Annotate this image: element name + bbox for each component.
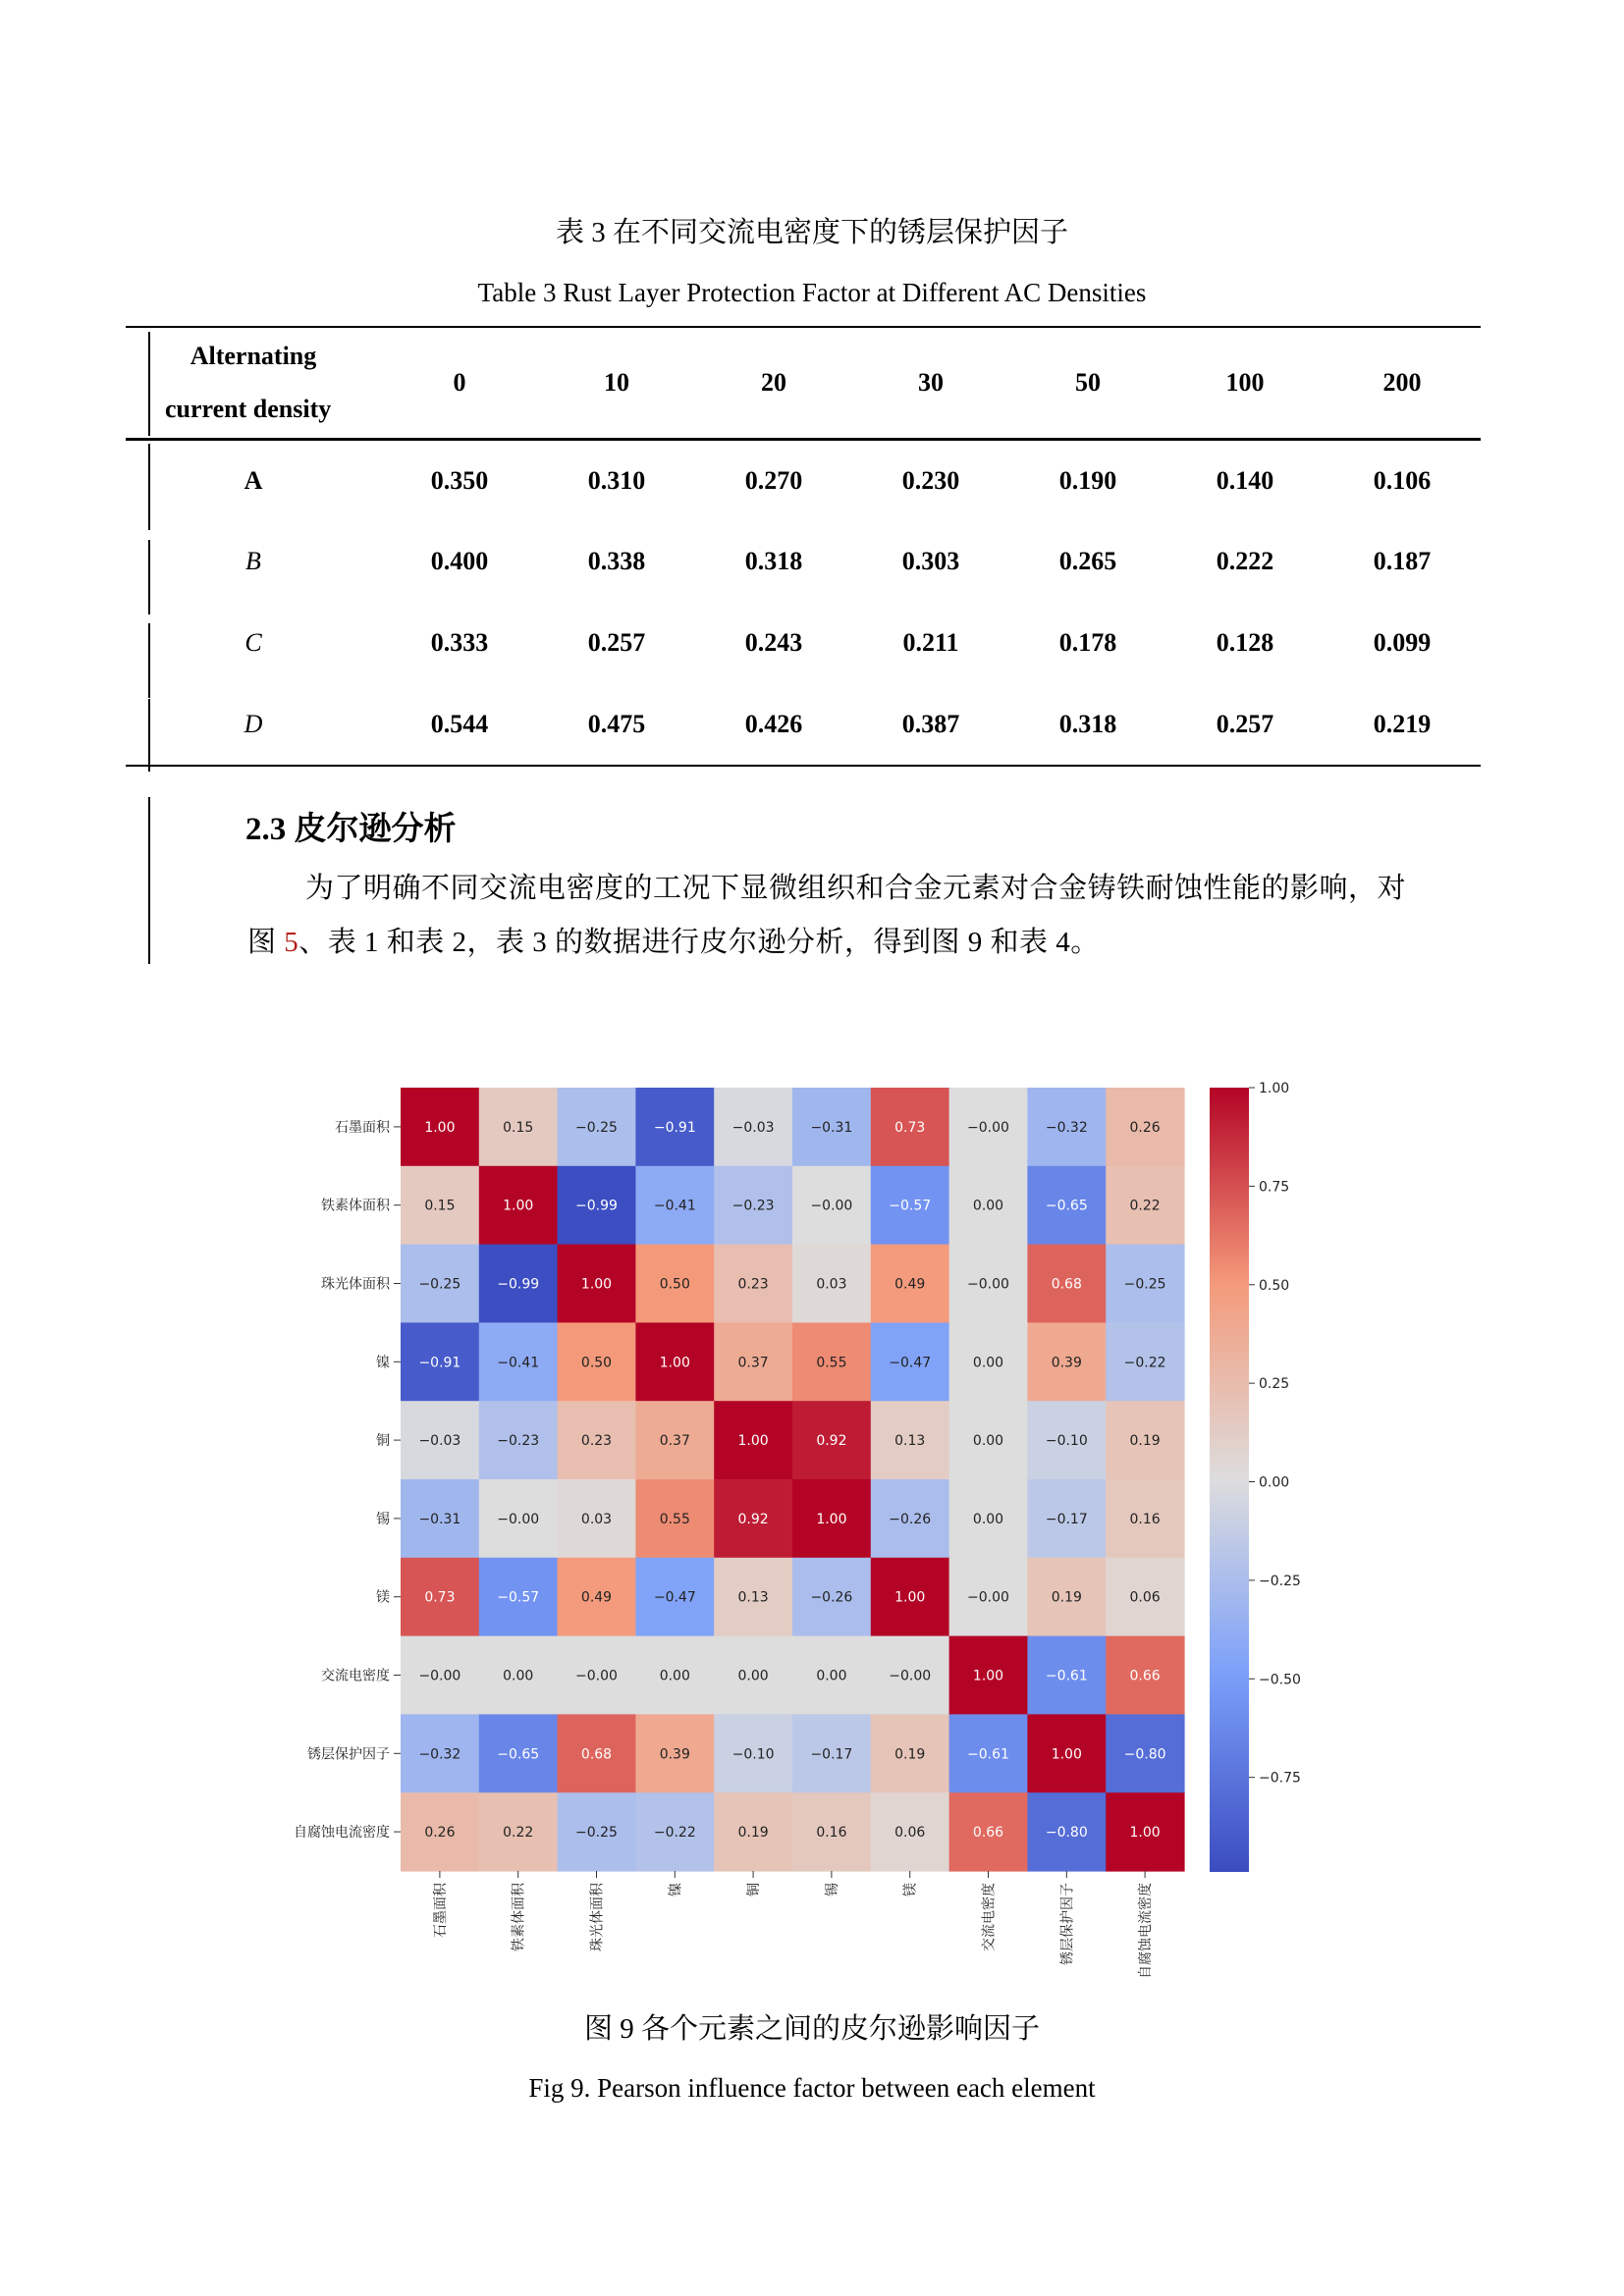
- y-tick-label: 镁: [376, 1589, 390, 1606]
- table-cell: 0.400: [430, 547, 489, 575]
- heatmap-cell-label: 0.92: [737, 1511, 769, 1527]
- x-tick-label: 铜: [746, 1883, 763, 1896]
- table-cell: 0.350: [430, 465, 489, 495]
- column-header: 10: [538, 327, 695, 440]
- heatmap-cell-label: 0.16: [1129, 1511, 1161, 1527]
- heatmap-cell-label: 0.66: [1129, 1668, 1161, 1684]
- x-tick-label: 石墨面积: [432, 1883, 449, 1938]
- column-header: 20: [695, 327, 852, 440]
- heatmap-cell-label: 0.06: [894, 1825, 926, 1842]
- table-cell: 0.310: [587, 465, 646, 495]
- heatmap-cell-label: 1.00: [424, 1119, 456, 1136]
- heatmap-cell-label: 0.55: [659, 1511, 690, 1527]
- table-cell: 0.099: [1373, 628, 1432, 657]
- heatmap-cell-label: −0.23: [497, 1433, 540, 1450]
- heatmap-cell-label: −0.00: [967, 1276, 1009, 1293]
- paragraph-text: 图: [247, 927, 285, 958]
- column-header: 30: [852, 327, 1009, 440]
- table-cell: 0.190: [1058, 465, 1117, 495]
- row-label: B: [245, 547, 261, 575]
- heatmap-cell-label: −0.03: [731, 1119, 775, 1136]
- heatmap-cell-label: 0.00: [816, 1668, 847, 1684]
- heatmap-cell-label: 0.15: [503, 1119, 534, 1136]
- y-tick-label: 镍: [376, 1355, 390, 1371]
- heatmap-cell-label: 0.00: [972, 1355, 1004, 1371]
- heatmap-cell-label: −0.00: [967, 1589, 1009, 1606]
- colorbar: [1210, 1081, 1301, 1872]
- heatmap-cell-label: 0.37: [737, 1355, 769, 1371]
- table-cell: 0.387: [852, 684, 1009, 766]
- heatmap-cell-label: −0.31: [418, 1511, 461, 1527]
- table-cell: 0.318: [1009, 684, 1166, 766]
- heatmap-cell-label: 0.50: [659, 1276, 690, 1293]
- heatmap-cell-label: −0.99: [497, 1276, 540, 1293]
- heatmap-cell-label: 0.00: [972, 1511, 1004, 1527]
- table-cell: 0.544: [381, 684, 538, 766]
- figure-caption-cn: 图 9 各个元素之间的皮尔逊影响因子: [583, 2013, 1040, 2045]
- heatmap-cell-label: −0.10: [1045, 1433, 1088, 1450]
- colorbar-gradient: [1210, 1088, 1249, 1872]
- heatmap-cell-label: 0.23: [580, 1433, 613, 1450]
- colorbar-tick-label: −0.50: [1259, 1672, 1301, 1688]
- heatmap-cell-label: 0.13: [737, 1589, 769, 1606]
- heatmap-cell-label: −0.32: [1045, 1119, 1088, 1136]
- heatmap-cell-label: 0.49: [894, 1276, 926, 1293]
- heatmap-cell-label: 0.03: [580, 1511, 613, 1527]
- heatmap-cell-label: −0.31: [810, 1119, 853, 1136]
- heatmap-cells: [401, 1088, 1185, 1872]
- heatmap-cell-label: −0.80: [1123, 1746, 1166, 1763]
- header-label-line2: current density: [165, 395, 332, 423]
- x-tick-label: 锡: [824, 1883, 840, 1896]
- figure-5-link[interactable]: 5: [284, 927, 299, 958]
- heatmap-cell-label: 0.23: [737, 1276, 769, 1293]
- heatmap-cell-label: 1.00: [580, 1276, 613, 1293]
- heatmap-cell-label: 1.00: [659, 1355, 690, 1371]
- table-cell: 0.338: [587, 547, 646, 575]
- table-cell: 0.303: [901, 547, 960, 575]
- y-tick-label: 锡: [376, 1511, 390, 1527]
- heatmap-cell-label: 0.73: [424, 1589, 456, 1606]
- heatmap-cell-label: −0.00: [497, 1511, 540, 1527]
- heatmap-cell-label: −0.25: [575, 1119, 618, 1136]
- heatmap-cell-label: −0.47: [653, 1589, 696, 1606]
- colorbar-tick-label: −0.75: [1259, 1770, 1301, 1787]
- table-cell: 0.219: [1324, 684, 1481, 766]
- heatmap-cell-label: 0.22: [503, 1825, 534, 1842]
- heatmap-cell-label: 0.19: [894, 1746, 926, 1763]
- heatmap-cell-label: −0.99: [575, 1198, 618, 1214]
- heatmap-cell-label: −0.03: [418, 1433, 461, 1450]
- heatmap-cell-label: 0.68: [1051, 1276, 1082, 1293]
- heatmap-cell-label: 0.68: [580, 1746, 613, 1763]
- heatmap-cell-label: 0.00: [503, 1668, 534, 1684]
- table-cell: 0.265: [1058, 547, 1117, 575]
- heatmap-cell-label: −0.91: [653, 1119, 696, 1136]
- colorbar-tick-label: 0.50: [1259, 1277, 1290, 1294]
- heatmap-cell-label: 0.00: [737, 1668, 769, 1684]
- heatmap-cell-label: 1.00: [1129, 1825, 1161, 1842]
- heatmap-cell-label: 0.50: [580, 1355, 613, 1371]
- table-cell: 0.475: [538, 684, 695, 766]
- heatmap-cell-label: 0.26: [424, 1825, 456, 1842]
- heatmap-cell-label: 0.16: [816, 1825, 847, 1842]
- heatmap-cell-label: −0.61: [1045, 1668, 1088, 1684]
- colorbar-tick-label: 0.75: [1259, 1179, 1290, 1196]
- heatmap-cell-label: −0.91: [418, 1355, 461, 1371]
- x-tick-label: 镍: [668, 1883, 684, 1896]
- heatmap-cell-label: −0.57: [889, 1198, 932, 1214]
- heatmap-cell-label: 0.00: [659, 1668, 690, 1684]
- table-cell: 0.426: [695, 684, 852, 766]
- heatmap-cell-label: 0.19: [737, 1825, 769, 1842]
- heatmap-cell-label: 0.19: [1051, 1589, 1082, 1606]
- paragraph-line-1: 为了明确不同交流电密度的工况下显微组织和合金元素对合金铸铁耐蚀性能的影响，对: [305, 873, 1407, 904]
- table-cell: 0.211: [902, 628, 959, 657]
- table-cell: 0.270: [744, 465, 803, 495]
- paragraph-text: 、表 1 和表 2，表 3 的数据进行皮尔逊分析，得到图 9 和表 4。: [298, 927, 1100, 958]
- heatmap-cell-label: −0.00: [967, 1119, 1009, 1136]
- heatmap-cell-label: 0.26: [1129, 1119, 1161, 1136]
- heatmap-cell-label: 1.00: [816, 1511, 847, 1527]
- x-tick-label: 镁: [902, 1883, 919, 1896]
- heatmap-cell-label: 0.39: [659, 1746, 690, 1763]
- table-caption-cn: 表 3 在不同交流电密度下的锈层保护因子: [555, 217, 1068, 248]
- table-caption-en: Table 3 Rust Layer Protection Factor at Different AC Densities: [477, 278, 1147, 307]
- heatmap-cell-label: 0.06: [1129, 1589, 1161, 1606]
- heatmap-cell-label: 0.39: [1051, 1355, 1082, 1371]
- colorbar-tick-label: 0.00: [1259, 1474, 1290, 1491]
- heatmap-cell-label: 0.37: [659, 1433, 690, 1450]
- heatmap-cell-label: −0.25: [1123, 1276, 1166, 1293]
- heatmap-cell-label: 0.22: [1129, 1198, 1161, 1214]
- heatmap-cell-label: −0.22: [653, 1825, 696, 1842]
- column-header: 100: [1166, 327, 1324, 440]
- heatmap-cell-label: −0.00: [418, 1668, 461, 1684]
- heatmap-cell-label: 0.00: [972, 1433, 1004, 1450]
- table-cell: 0.128: [1216, 628, 1274, 657]
- column-header: 0: [381, 327, 538, 440]
- table-cell: 0.230: [901, 465, 960, 495]
- heatmap-cell-label: −0.00: [810, 1198, 853, 1214]
- y-tick-label: 锈层保护因子: [307, 1746, 390, 1763]
- heatmap-cell-label: 0.49: [580, 1589, 613, 1606]
- heatmap-cell-label: −0.17: [1045, 1511, 1088, 1527]
- y-tick-label: 自腐蚀电流密度: [294, 1825, 390, 1842]
- x-tick-label: 自腐蚀电流密度: [1138, 1883, 1155, 1979]
- column-header: 200: [1324, 327, 1481, 440]
- colorbar-tick-label: 0.25: [1259, 1376, 1290, 1393]
- table-cell: 0.257: [1166, 684, 1324, 766]
- figure-caption-en: Fig 9. Pearson influence factor between each element: [528, 2073, 1096, 2103]
- heatmap-cell-label: −0.41: [653, 1198, 696, 1214]
- table-cell: 0.257: [587, 628, 646, 657]
- heatmap-cell-label: −0.23: [731, 1198, 775, 1214]
- colorbar-tick-label: 1.00: [1259, 1081, 1290, 1096]
- heatmap-cell-label: 0.00: [972, 1198, 1004, 1214]
- section-title: 2.3 皮尔逊分析: [245, 812, 457, 847]
- heatmap-cell-label: 0.03: [816, 1276, 847, 1293]
- row-label: C: [244, 628, 262, 657]
- heatmap-cell-label: 0.73: [894, 1119, 926, 1136]
- heatmap-cell-label: −0.80: [1045, 1825, 1088, 1842]
- heatmap-cell-label: 1.00: [894, 1589, 926, 1606]
- heatmap-cell-label: 0.92: [816, 1433, 847, 1450]
- heatmap-cell-label: −0.00: [575, 1668, 618, 1684]
- colorbar-tick-label: −0.25: [1259, 1573, 1301, 1589]
- x-tick-label: 珠光体面积: [589, 1883, 606, 1951]
- table-cell: 0.187: [1373, 547, 1432, 575]
- table-cell: 0.140: [1216, 465, 1274, 495]
- y-tick-label: 交流电密度: [321, 1668, 390, 1684]
- heatmap-cell-label: 1.00: [1051, 1746, 1082, 1763]
- heatmap-x-labels: [433, 1871, 1154, 1979]
- heatmap-cell-label: 0.66: [972, 1825, 1004, 1842]
- heatmap-cell-label: −0.25: [418, 1276, 461, 1293]
- heatmap-cell-label: 1.00: [503, 1198, 534, 1214]
- heatmap-y-labels: [294, 1120, 401, 1841]
- heatmap-cell-label: 1.00: [737, 1433, 769, 1450]
- table-cell: 0.106: [1373, 465, 1432, 495]
- y-tick-label: 铜: [376, 1433, 390, 1450]
- x-tick-label: 交流电密度: [981, 1883, 998, 1951]
- table-cell: 0.222: [1216, 547, 1274, 575]
- heatmap-cell-label: 0.15: [424, 1198, 456, 1214]
- heatmap-cell-label: −0.41: [497, 1355, 540, 1371]
- heatmap-cell-label: −0.26: [889, 1511, 932, 1527]
- row-label: D: [126, 684, 381, 766]
- heatmap-cell-label: −0.00: [889, 1668, 932, 1684]
- heatmap-cell-label: −0.25: [575, 1825, 618, 1842]
- y-tick-label: 石墨面积: [335, 1119, 390, 1136]
- heatmap-cell-label: 0.19: [1129, 1433, 1161, 1450]
- heatmap-cell-label: −0.10: [731, 1746, 775, 1763]
- table-cell: 0.243: [744, 628, 803, 657]
- heatmap-cell-label: −0.61: [967, 1746, 1009, 1763]
- heatmap-cell-label: −0.26: [810, 1589, 853, 1606]
- table-cell: 0.318: [744, 547, 803, 575]
- heatmap-cell-label: −0.17: [810, 1746, 853, 1763]
- row-label: A: [244, 465, 263, 495]
- heatmap-cell-label: 0.55: [816, 1355, 847, 1371]
- heatmap-cell-label: −0.57: [497, 1589, 540, 1606]
- header-label-line1: Alternating: [189, 342, 317, 370]
- heatmap-cell-label: −0.32: [418, 1746, 461, 1763]
- heatmap-cell-label: −0.65: [497, 1746, 540, 1763]
- heatmap-cell-label: −0.22: [1123, 1355, 1166, 1371]
- x-tick-label: 锈层保护因子: [1059, 1883, 1076, 1965]
- column-header: 50: [1009, 327, 1166, 440]
- heatmap-cell-label: 0.13: [894, 1433, 926, 1450]
- heatmap-cell-label: 1.00: [972, 1668, 1004, 1684]
- x-tick-label: 铁素体面积: [511, 1883, 527, 1951]
- y-tick-label: 铁素体面积: [321, 1198, 390, 1214]
- heatmap-cell-label: −0.65: [1045, 1198, 1088, 1214]
- table-cell: 0.178: [1058, 628, 1117, 657]
- heatmap-cell-label: −0.47: [889, 1355, 932, 1371]
- y-tick-label: 珠光体面积: [321, 1276, 390, 1293]
- table-cell: 0.333: [430, 628, 489, 657]
